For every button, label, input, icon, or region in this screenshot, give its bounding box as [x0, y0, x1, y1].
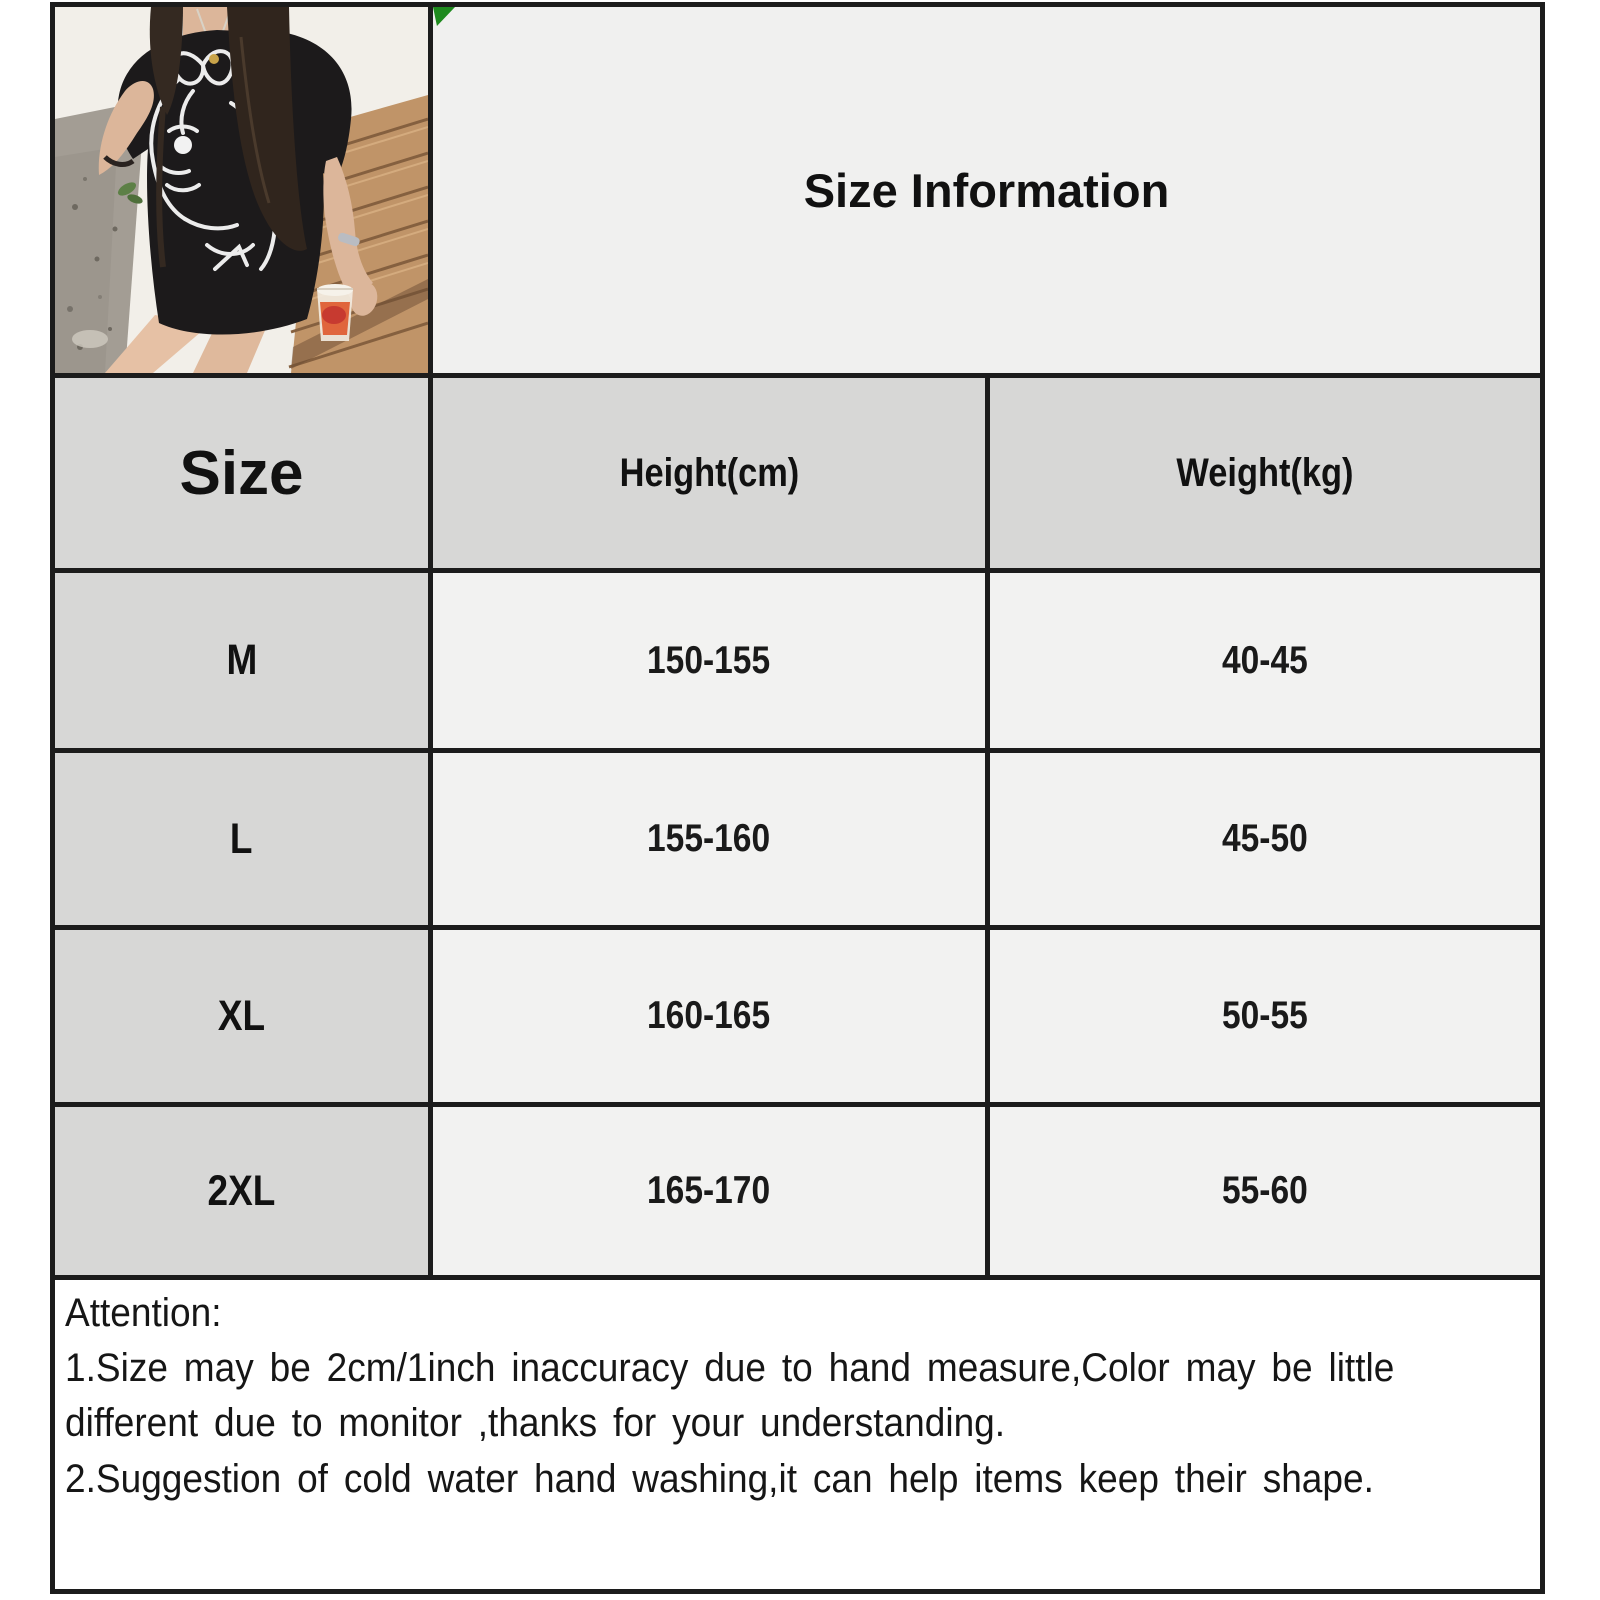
size-value: XL — [217, 991, 266, 1040]
green-corner-marker — [433, 7, 455, 26]
attention-note-2: 2.Suggestion of cold water hand washing,it can help items keep their shape. — [65, 1456, 1374, 1501]
table-row-m-size — [55, 573, 428, 748]
size-table — [50, 2, 1545, 1594]
column-header-size — [55, 378, 428, 568]
table-row-m-weight — [990, 573, 1540, 748]
weight-value: 40-45 — [1222, 638, 1308, 682]
product-photo — [55, 7, 428, 373]
height-value: 160-165 — [647, 994, 771, 1037]
weight-value: 45-50 — [1222, 817, 1308, 860]
height-value: 150-155 — [647, 638, 771, 682]
table-row-l-size — [55, 753, 428, 925]
table-row-xl-height — [433, 930, 985, 1102]
table-row-m-height — [433, 573, 985, 748]
model-photo-illustration — [55, 7, 428, 373]
drink-cup — [317, 284, 353, 341]
height-value: 155-160 — [647, 817, 771, 860]
weight-value: 50-55 — [1222, 994, 1308, 1037]
size-column-label: Size — [179, 438, 304, 508]
size-value: M — [226, 636, 257, 684]
size-information-header-cell — [433, 7, 1540, 373]
size-value: L — [230, 814, 253, 863]
height-value: 165-170 — [647, 1169, 771, 1212]
weight-value: 55-60 — [1222, 1169, 1308, 1212]
size-information-title: Size Information — [803, 163, 1170, 217]
column-header-height — [433, 378, 985, 568]
weight-column-label: Weight(kg) — [1176, 450, 1354, 495]
attention-note-1: 1.Size may be 2cm/1inch inaccuracy due to hand measure,Color may be little different due to monitor ,thanks for your understanding. — [65, 1346, 1395, 1446]
attention-text-block — [65, 1286, 1530, 1507]
attention-heading: Attention: — [65, 1291, 222, 1335]
table-row-l-weight — [990, 753, 1540, 925]
table-row-l-height — [433, 753, 985, 925]
height-column-label: Height(cm) — [619, 450, 799, 495]
table-row-xl-size — [55, 930, 428, 1102]
table-row-2xl-weight — [990, 1107, 1540, 1275]
table-row-2xl-height — [433, 1107, 985, 1275]
table-row-xl-weight — [990, 930, 1540, 1102]
column-header-weight — [990, 378, 1540, 568]
attention-section — [55, 1280, 1540, 1589]
table-row-2xl-size — [55, 1107, 428, 1275]
necklace-pendant — [209, 54, 219, 64]
size-value: 2XL — [207, 1166, 276, 1215]
